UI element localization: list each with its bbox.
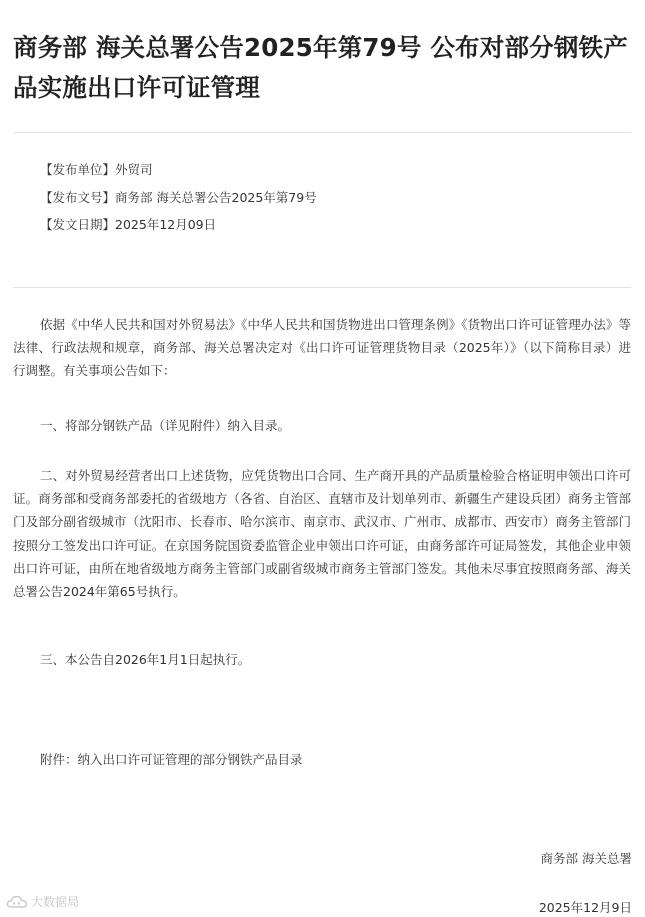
meta-divider [13, 287, 631, 288]
body-paragraph-item-2: 二、对外贸易经营者出口上述货物，应凭货物出口合同、生产商开具的产品质量检验合格证明申领出口许可证。商务部和受商务部委托的省级地方（各省、自治区、直辖市及计划单列市、新疆生产建设兵团）商务主管部门及部分副省级城市（沈阳市、长春市、哈尔滨市、南京市、武汉市、广州市、成都市、西安市）商务主管部门按照分工签发出口许可证。在京国务院国资委监管企业申领出口许可证，由商务部许可证局签发，其他企业申领出口许可证，由所在地省级地方商务主管部门或副省级城市商务主管部门签发。其他未尽事宜按照商务部、海关总署公告2024年第65号执行。 [13, 468, 631, 600]
meta-docno-label: 【发布文号】 [40, 190, 116, 205]
signature-issuer: 商务部 海关总署 [540, 851, 632, 866]
meta-issue-date [40, 217, 216, 233]
meta-docno-value: 商务部 海关总署公告2025年第79号 [115, 190, 317, 205]
meta-document-number [40, 190, 317, 206]
cloud-logo-icon [6, 894, 28, 910]
signature-date: 2025年12月9日 [538, 900, 632, 915]
body-paragraph-item-3: 三、本公告自2026年1月1日起执行。 [40, 652, 251, 667]
body-paragraph-intro: 依据《中华人民共和国对外贸易法》《中华人民共和国货物进出口管理条例》《货物出口许可证管理办法》等法律、行政法规和规章，商务部、海关总署决定对《出口许可证管理货物目录（2025年）》（以下简称目录）进行调整。有关事项公告如下： [13, 317, 631, 379]
meta-issuer-label: 【发布单位】 [40, 162, 116, 177]
meta-date-value: 2025年12月09日 [115, 217, 217, 232]
meta-issuer [40, 162, 153, 178]
title-divider [13, 132, 631, 133]
body-paragraph-item-1: 一、将部分钢铁产品（详见附件）纳入目录。 [40, 418, 291, 433]
watermark-text: 大数据局 [31, 895, 80, 909]
meta-date-label: 【发文日期】 [40, 217, 116, 232]
attachment-note: 附件：纳入出口许可证管理的部分钢铁产品目录 [40, 752, 303, 767]
page-title: 商务部 海关总署公告2025年第79号 公布对部分钢铁产品实施出口许可证管理 [13, 33, 628, 102]
meta-issuer-value: 外贸司 [115, 162, 153, 177]
watermark [6, 893, 79, 910]
